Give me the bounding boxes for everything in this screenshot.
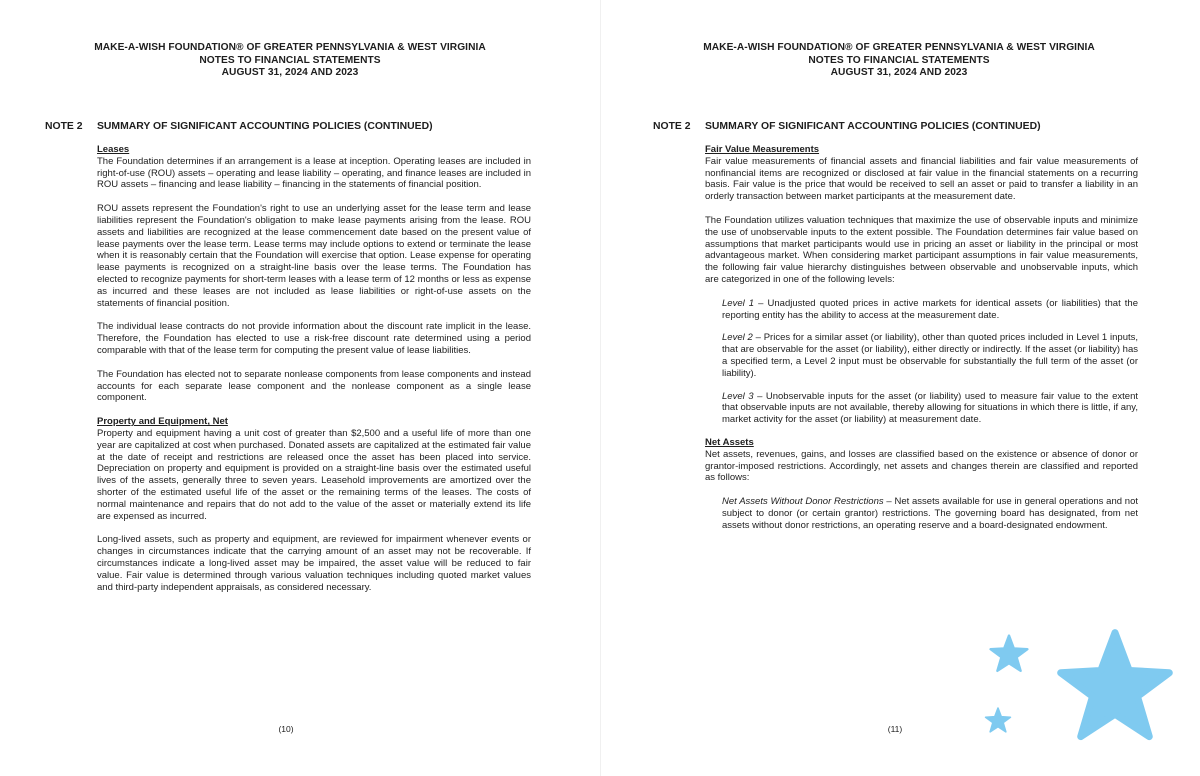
- leases-paragraph-4: The Foundation has elected not to separate nonlease components from lease components and instead accounts for each separate lease component and the nonlease component as a single lease component.: [97, 368, 531, 404]
- note-number: NOTE 2: [653, 121, 691, 132]
- star-icon: [1056, 628, 1174, 746]
- star-icon: [984, 707, 1012, 734]
- level-2-item: [705, 332, 1138, 379]
- page-header: [40, 42, 540, 80]
- level-1-item: [705, 298, 1138, 322]
- property-paragraph-1: Property and equipment having a unit cost of greater than $2,500 and a useful life of more than one year are capitalized at cost when purchased. Donated assets are capitalized at the estimated fair value at the date of receipt and restrictions are released once the asset has been placed into service. Depreciation on property and equipment is provided on a straight-line basis over the estimated useful lives of the assets, generally three to seven years. Leasehold improvements are amortized over the shorter of the estimated useful life of the asset or the remaining terms of the leases. The costs of normal maintenance and repairs that do not add to the value of the asset or materially extend its life are expensed as incurred.: [97, 427, 531, 522]
- page-header: [649, 42, 1149, 80]
- note-heading: [45, 121, 433, 132]
- level-3-label: Level 3: [722, 390, 754, 402]
- property-paragraph-2: Long-lived assets, such as property and equipment, are reviewed for impairment whenever events or changes in circumstances indicate that the carrying amount of an asset may not be recoverable. If circumstances indicate a long-lived asset may be impaired, the asset value will be reduced to fair value. Fair value is determined through various valuation techniques including quoted market values and third-party independent appraisals, as considered necessary.: [97, 534, 531, 593]
- leases-paragraph-1: The Foundation determines if an arrangement is a lease at inception. Operating leases are included in right-of-use (ROU) assets – operating and lease liability – operating, and finance leases are included in ROU assets – financing and lease liability – financing in the statements of financial position.: [97, 155, 531, 191]
- page-number: (11): [887, 724, 903, 734]
- statement-date: AUGUST 31, 2024 AND 2023: [830, 67, 968, 78]
- statement-date: AUGUST 31, 2024 AND 2023: [221, 67, 359, 78]
- note-number: NOTE 2: [45, 121, 83, 132]
- note-title: SUMMARY OF SIGNIFICANT ACCOUNTING POLICIES (CONTINUED): [97, 121, 433, 132]
- leases-paragraph-3: The individual lease contracts do not provide information about the discount rate implicit in the lease. Therefore, the Foundation has elected to use a risk-free discount rate determined using a period comparable with that of the lease term for computing the present value of lease liabilities.: [97, 321, 531, 356]
- level-3-item: [705, 391, 1138, 426]
- statement-title: NOTES TO FINANCIAL STATEMENTS: [199, 54, 381, 66]
- net-assets-heading: Net Assets: [705, 436, 754, 448]
- fair-value-paragraph-2: The Foundation utilizes valuation techniques that maximize the use of observable inputs and minimize the use of unobservable inputs to the extent possible. The Foundation determines fair value based on assumptions that market participants would use in pricing an asset or liability in the principal or most advantageous market. When considering market participant assumptions in fair value measurements, the following fair value hierarchy distinguishes between observable and unobservable inputs, which are categorized in one of the following levels:: [705, 214, 1138, 285]
- net-assets-without-restrictions-label: Net Assets Without Donor Restrictions: [722, 496, 884, 508]
- fair-value-heading: Fair Value Measurements: [705, 144, 820, 155]
- org-name: MAKE-A-WISH FOUNDATION® OF GREATER PENNSYLVANIA & WEST VIRGINIA: [94, 42, 486, 53]
- page-number: (10): [278, 724, 294, 734]
- level-2-text: – Prices for a similar asset (or liability), other than quoted prices included in Level 1 inputs, that are observable for the asset (or liability), either directly or indirectly. If the asset (or liability) has a specified term, a Level 2 input must be observable for substantially the full term of the asset (or liability).: [722, 332, 1139, 379]
- fair-value-paragraph-1: Fair value measurements of financial assets and financial liabilities and fair value measurements of nonfinancial items are recognized or disclosed at fair value in the financial statements on a recurring basis. Fair value is the price that would be received to sell an asset or paid to transfer a liability in an orderly transaction between market participants at the measurement date.: [705, 155, 1138, 203]
- note-title: SUMMARY OF SIGNIFICANT ACCOUNTING POLICIES (CONTINUED): [705, 121, 1041, 132]
- net-assets-paragraph-1: Net assets, revenues, gains, and losses are classified based on the existence or absence of donor or grantor-imposed restrictions. Accordingly, net assets and changes therein are classified and reported as follows:: [705, 448, 1138, 484]
- leases-heading: Leases: [97, 144, 130, 155]
- page-body: [705, 144, 1138, 532]
- net-assets-without-restrictions-text: – Net assets available for use in general operations and not subject to donor (or certain grantor) restrictions. The governing board has designated, from net assets without donor restrictions, an operating reserve and a board-designated endowment.: [722, 496, 1139, 531]
- level-2-label: Level 2: [722, 332, 753, 344]
- level-1-label: Level 1: [722, 297, 755, 309]
- statement-title: NOTES TO FINANCIAL STATEMENTS: [808, 54, 990, 66]
- star-icon: [988, 634, 1030, 674]
- page-body: [97, 144, 531, 605]
- note-heading: [653, 121, 1041, 132]
- property-heading: Property and Equipment, Net: [97, 416, 228, 428]
- level-3-text: – Unobservable inputs for the asset (or liability) used to measure fair value to the extent that observable inputs are not available, thereby allowing for situations in which there is little, if any, market activity for the asset (or liability) at measurement date.: [722, 390, 1138, 426]
- net-assets-without-restrictions-item: [705, 496, 1138, 531]
- leases-paragraph-2: ROU assets represent the Foundation's right to use an underlying asset for the lease term and lease liabilities represent the Foundation's obligation to make lease payments arising from the lease. ROU assets and liabilities are recognized at the lease commencement date based on the present value of lease payments over the lease term. Lease terms may include options to extend or terminate the lease when it is reasonably certain that the Foundation will exercise that option. Lease expense for operating lease payments is recognized on a straight-line basis over the lease terms. The Foundation has elected to recognize payments for short-term leases with a lease term of 12 months or less as expense as incurred and these leases are not included as lease liabilities or right-of-use assets on the statements of financial position.: [97, 203, 531, 309]
- level-1-text: – Unadjusted quoted prices in active markets for identical assets (or liabilities) that the reporting entity has the ability to access at the measurement date.: [722, 297, 1138, 321]
- org-name: MAKE-A-WISH FOUNDATION® OF GREATER PENNSYLVANIA & WEST VIRGINIA: [703, 42, 1095, 53]
- right-page: [600, 0, 1200, 776]
